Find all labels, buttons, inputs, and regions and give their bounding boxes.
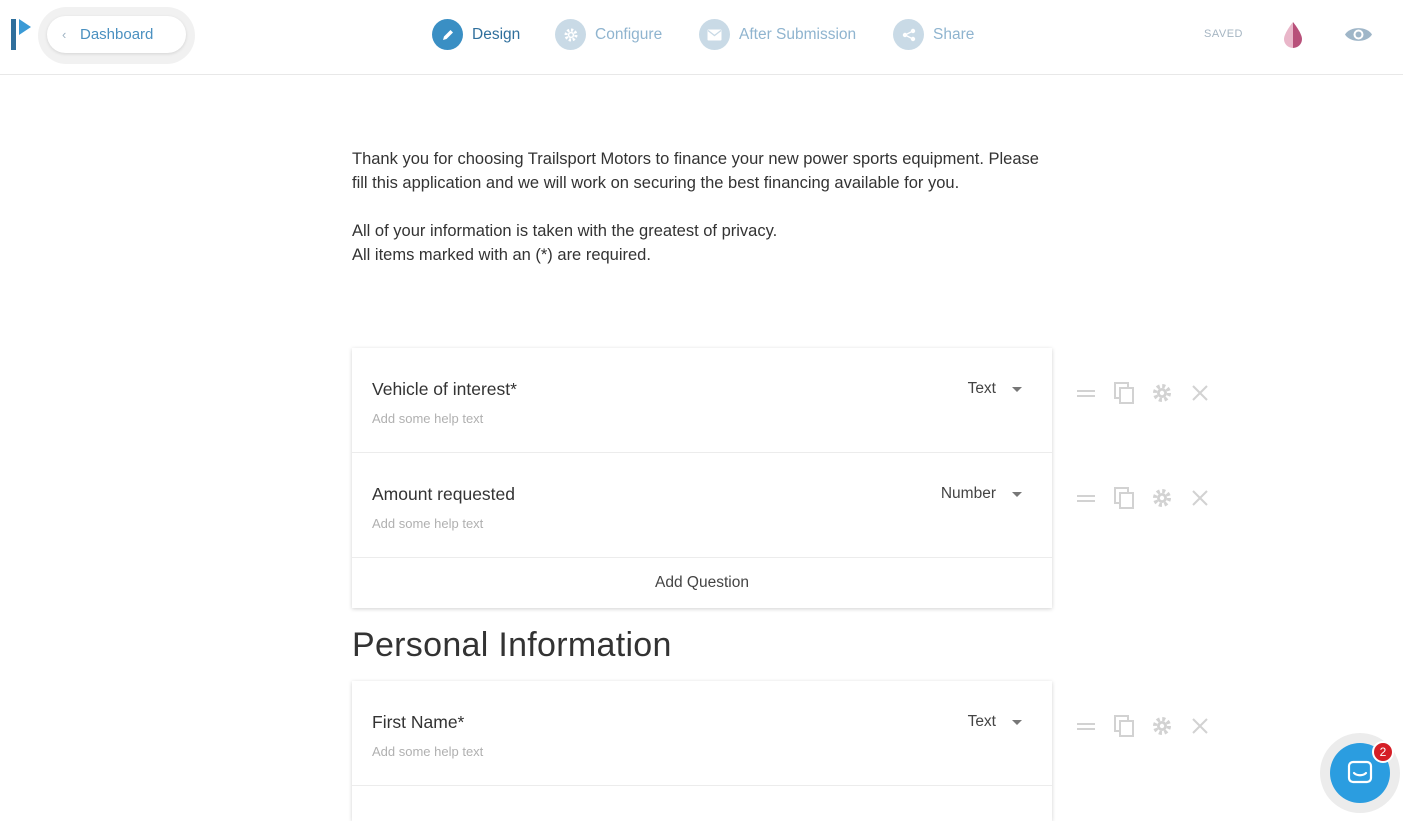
- tab-design-label: Design: [472, 25, 521, 43]
- question-tools: [1075, 714, 1215, 738]
- theme-drop-icon[interactable]: [1281, 20, 1305, 50]
- settings-gear-icon[interactable]: [1151, 381, 1173, 405]
- pencil-icon: [432, 19, 463, 50]
- question-title[interactable]: Vehicle of interest*: [372, 379, 517, 399]
- question-help-text[interactable]: Add some help text: [372, 411, 484, 426]
- question-type-select[interactable]: Number: [940, 485, 996, 502]
- intro-privacy: All of your information is taken with the greatest of privacy.: [352, 222, 778, 240]
- saved-status: SAVED: [1204, 28, 1243, 40]
- drag-handle-icon[interactable]: [1075, 381, 1097, 405]
- drag-handle-icon[interactable]: [1075, 486, 1097, 510]
- section-title[interactable]: Personal Information: [352, 626, 672, 664]
- delete-x-icon[interactable]: [1189, 714, 1211, 738]
- duplicate-icon[interactable]: [1113, 714, 1135, 738]
- tab-configure[interactable]: [555, 18, 662, 51]
- question-title[interactable]: First Name*: [372, 712, 465, 732]
- intro-paragraph: Thank you for choosing Trailsport Motors to finance your new power sports equipment. Please fill this application and we will work on securing the best financing available for you.: [352, 150, 1039, 192]
- question-type-select[interactable]: Text: [967, 380, 996, 397]
- caret-down-icon[interactable]: [1012, 492, 1022, 497]
- question-item[interactable]: [352, 453, 1052, 558]
- question-title[interactable]: Amount requested: [372, 484, 516, 504]
- chat-unread-badge: 2: [1372, 741, 1394, 763]
- settings-gear-icon[interactable]: [1151, 714, 1173, 738]
- question-item[interactable]: [352, 348, 1052, 453]
- delete-x-icon[interactable]: [1189, 381, 1211, 405]
- drag-handle-icon[interactable]: [1075, 714, 1097, 738]
- tab-configure-label: Configure: [595, 25, 663, 43]
- settings-gear-icon[interactable]: [1151, 486, 1173, 510]
- form-intro[interactable]: [352, 147, 1042, 267]
- question-type-select[interactable]: Text: [967, 713, 996, 730]
- chevron-left-icon: ‹: [62, 27, 67, 42]
- gear-icon: [555, 19, 586, 50]
- add-question-button[interactable]: Add Question: [655, 574, 749, 591]
- question-help-text[interactable]: Add some help text: [372, 516, 484, 531]
- question-tools: [1075, 486, 1215, 510]
- question-item[interactable]: [352, 681, 1052, 786]
- delete-x-icon[interactable]: [1189, 486, 1211, 510]
- dashboard-back-button[interactable]: [47, 16, 186, 53]
- question-card: [352, 681, 1052, 821]
- share-icon: [893, 19, 924, 50]
- intro-required-note: All items marked with an (*) are required.: [352, 246, 651, 264]
- tab-after-submission[interactable]: [699, 18, 856, 51]
- question-tools: [1075, 381, 1215, 405]
- top-bar: [0, 0, 1403, 75]
- dashboard-button-wrap: [38, 7, 195, 64]
- tab-after-submission-label: After Submission: [739, 25, 857, 43]
- app-logo[interactable]: [11, 19, 31, 50]
- question-help-text[interactable]: Add some help text: [372, 744, 484, 759]
- preview-eye-icon[interactable]: [1343, 22, 1374, 47]
- tab-design[interactable]: [432, 18, 520, 51]
- duplicate-icon[interactable]: [1113, 486, 1135, 510]
- dashboard-label: Dashboard: [80, 26, 154, 43]
- envelope-icon: [699, 19, 730, 50]
- tab-share-label: Share: [933, 25, 975, 43]
- chat-icon: [1346, 759, 1374, 787]
- duplicate-icon[interactable]: [1113, 381, 1135, 405]
- tab-share[interactable]: [893, 18, 974, 51]
- caret-down-icon[interactable]: [1012, 720, 1022, 725]
- question-card: [352, 348, 1052, 608]
- caret-down-icon[interactable]: [1012, 387, 1022, 392]
